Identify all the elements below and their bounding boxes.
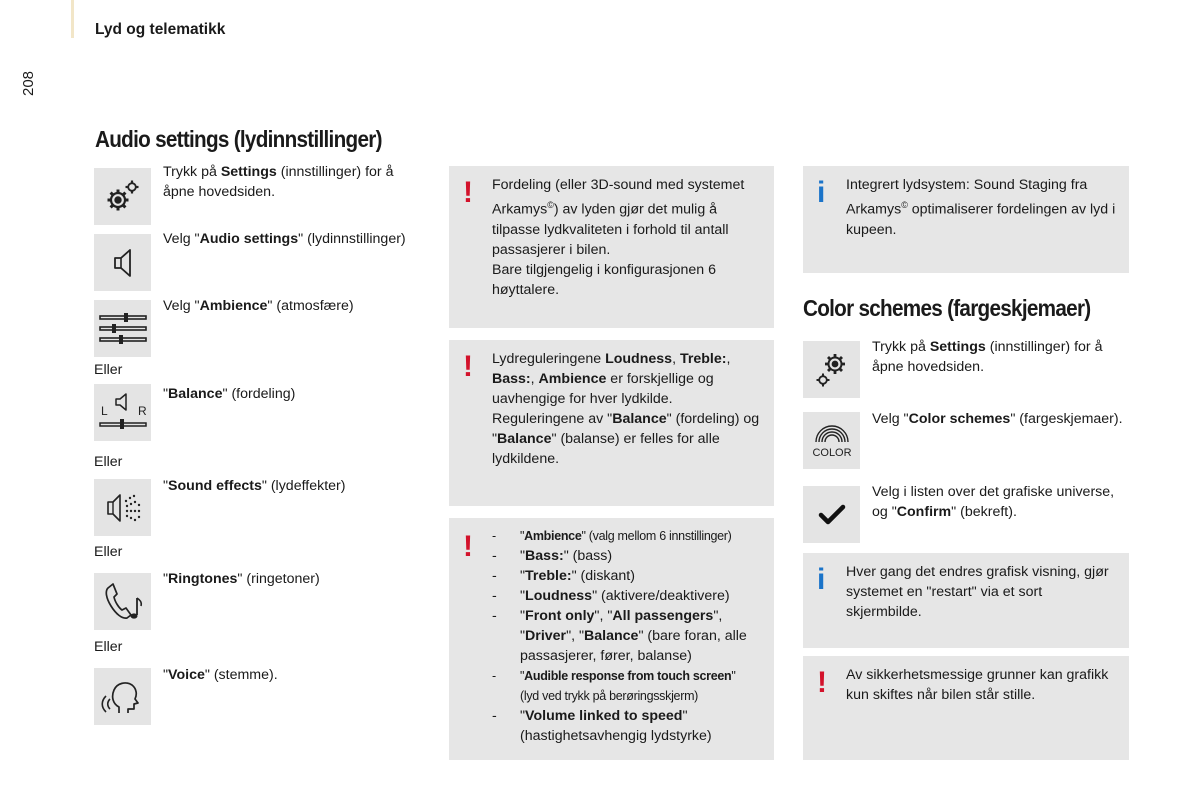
chapter-title: Lyd og telematikk [95, 21, 226, 38]
ringtone-phone-icon [94, 573, 151, 630]
ambience-sliders-icon [94, 300, 151, 357]
warning-icon: ! [463, 350, 473, 383]
settings-gears-icon [803, 341, 860, 398]
voice-head-icon [94, 668, 151, 725]
audio-step-sound-effects-text: "Sound effects" (lydeffekter) [163, 478, 346, 494]
audio-step-ringtones-text: "Ringtones" (ringetoner) [163, 571, 320, 587]
list-item-loudness: - "Loudness" (aktivere/deaktivere) [492, 588, 730, 604]
color-icon-label: COLOR [811, 446, 852, 459]
restart-info-text: Hver gang det endres grafisk visning, gjør systemet en "restart" via et sort skjermbilde. [846, 564, 1109, 620]
restart-info-note [803, 553, 1129, 648]
settings-gears-icon [94, 168, 151, 225]
audio-step-ambience-text: Velg "Ambience" (atmosfære) [163, 298, 354, 314]
list-item-ambience: - "Ambience" (valg mellom 6 innstillinger) [492, 529, 732, 543]
svg-text:L: L [100, 403, 108, 418]
page-number: 208 [20, 70, 37, 96]
sound-settings-note-text: Lydreguleringene Loudness, Treble:, Bass:, Ambience er forskjellige og uavhengige for hver lydkilde. Reguleringene av "Balance" (fordeling) og "Balance" (balanse) er felles for alle lydkildene. [492, 351, 760, 467]
or-label-1: Eller [94, 362, 123, 378]
header-accent-bar [71, 0, 74, 38]
audio-step-balance-text: "Balance" (fordeling) [163, 386, 296, 402]
audio-settings-title: Audio settings (lydinnstillinger) [95, 126, 382, 152]
or-label-2: Eller [94, 454, 123, 470]
balance-icon [94, 384, 151, 441]
speaker-icon [94, 234, 151, 291]
or-label-3: Eller [94, 544, 123, 560]
color-step-color-schemes-text: Velg "Color schemes" (fargeskjemaer). [872, 411, 1123, 427]
warning-icon: ! [817, 666, 827, 699]
warning-icon: ! [463, 530, 473, 563]
sound-settings-warning-note [449, 340, 774, 506]
audio-step-audio-settings-text: Velg "Audio settings" (lydinnstillinger) [163, 231, 406, 247]
list-item-audible-response: - "Audible response from touch screen" (lyd ved trykk på berøringsskjerm) [492, 669, 736, 703]
sound-staging-text: Integrert lydsystem: Sound Staging fra Arkamys© optimaliserer fordelingen av lyd i kupeen. [846, 177, 1116, 238]
settings-list [492, 526, 768, 746]
warning-icon: ! [463, 176, 473, 209]
settings-list-warning-note [449, 518, 774, 760]
color-scheme-icon [803, 412, 860, 469]
distribution-warning-note [449, 166, 774, 328]
confirm-check-icon [803, 486, 860, 543]
list-item-bass: - "Bass:" (bass) [492, 548, 613, 564]
list-item-balance-options: - "Front only", "All passengers", "Driver", "Balance" (bare foran, alle passasjerer, fører, balanse) [492, 608, 747, 664]
audio-step-voice-text: "Voice" (stemme). [163, 667, 278, 683]
info-icon: i [817, 176, 826, 209]
sound-effects-icon [94, 479, 151, 536]
safety-warning-note [803, 656, 1129, 760]
or-label-4: Eller [94, 639, 123, 655]
color-step-confirm-text: Velg i listen over det grafiske universe, og "Confirm" (bekreft). [872, 484, 1115, 520]
audio-step-settings-text: Trykk på Settings (innstillinger) for å åpne hovedsiden. [163, 164, 394, 200]
sound-staging-info-note [803, 166, 1129, 273]
distribution-note-text: Fordeling (eller 3D-sound med systemet Arkamys©) av lyden gjør det mulig å tilpasse lydkvaliteten i forhold til antall passasjerer i bilen. Bare tilgjengelig i konfigurasjonen 6 høyttalere. [492, 177, 745, 298]
list-item-volume-speed: - "Volume linked to speed" (hastighetsavhengig lydstyrke) [492, 708, 712, 744]
list-item-treble: - "Treble:" (diskant) [492, 568, 635, 584]
color-schemes-title: Color schemes (fargeskjemaer) [803, 295, 1091, 321]
color-step-settings-text: Trykk på Settings (innstillinger) for å åpne hovedsiden. [872, 339, 1103, 375]
svg-text:R: R [137, 403, 147, 418]
safety-warning-text: Av sikkerhetsmessige grunner kan grafikk kun skiftes når bilen står stille. [846, 667, 1109, 703]
info-icon: i [817, 563, 826, 596]
